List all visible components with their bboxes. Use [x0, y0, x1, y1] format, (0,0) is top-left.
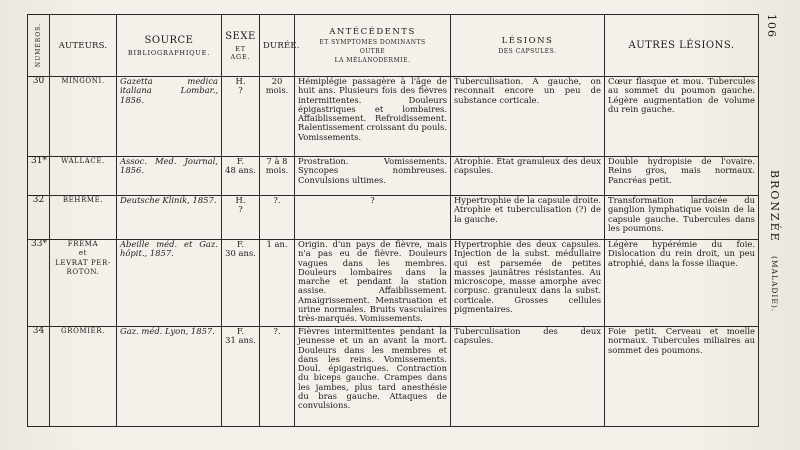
row-source: Abeille méd. et Gaz. hôpit., 1857. — [117, 240, 222, 327]
row-author: MINGONI. — [50, 77, 117, 157]
page-number: 106 — [765, 14, 778, 38]
table-row — [28, 240, 759, 327]
row-antecedents: ? — [295, 196, 451, 240]
header-autres-lesions: AUTRES LÉSIONS. — [605, 15, 759, 77]
row-sex-age: H. ? — [222, 77, 260, 157]
table-row — [28, 157, 759, 196]
row-number: 31* — [28, 157, 50, 196]
row-other-lesions: Double hydropisie de l'ovaire. Reins gros, mais normaux. Pancréas petit. — [605, 157, 759, 196]
header-auteurs: AUTEURS. — [50, 15, 117, 77]
header-source: SOURCE BIBLIOGRAPHIQUE. — [117, 15, 222, 77]
row-duration: 7 à 8 mois. — [260, 157, 295, 196]
row-number: 32 — [28, 196, 50, 240]
row-other-lesions: Légère hypérémie du foie. Dislocation du rein droit, un peu atrophié, dans la fosse iliaque. — [605, 240, 759, 327]
row-duration: 1 an. — [260, 240, 295, 327]
row-sex-age: H. ? — [222, 196, 260, 240]
row-source: Gazetta medica italiana Lombar., 1856. — [117, 77, 222, 157]
running-head-title: BRONZÉE — [768, 170, 781, 243]
header-duree: DURÉE. — [260, 15, 295, 77]
row-author: GROMIER. — [50, 327, 117, 427]
row-lesions: Atrophie. État granuleux des deux capsules. — [451, 157, 605, 196]
row-sex-age: F. 48 ans. — [222, 157, 260, 196]
running-head — [768, 170, 781, 312]
observations-table — [27, 14, 759, 427]
table-row — [28, 327, 759, 427]
row-author: BEHRME. — [50, 196, 117, 240]
header-row — [28, 15, 759, 77]
row-lesions: Hypertrophie des deux capsules. Injection de la subst. médullaire qui est parsemée de petites masses jaunâtres résistantes. Au microscope, masse amorphe avec corpusc. granuleux dans la subst. corticale. Grosses cellules pigmentaires. — [451, 240, 605, 327]
row-lesions: Hypertrophie de la capsule droite. Atrophie et tuberculisation (?) de la gauche. — [451, 196, 605, 240]
row-lesions: Tuberculisation. A gauche, on reconnait encore un peu de substance corticale. — [451, 77, 605, 157]
header-antecedents: ANTÉCÉDENTS ET SYMPTOMES DOMINANTS OUTRE LA MÉLANODERMIE. — [295, 15, 451, 77]
table-row — [28, 196, 759, 240]
row-number: 30 — [28, 77, 50, 157]
row-number: 33* — [28, 240, 50, 327]
row-other-lesions: Foie petit. Cerveau et moelle normaux. Tubercules miliaires au sommet des poumons. — [605, 327, 759, 427]
running-head-subtitle: (MALADIE). — [770, 256, 779, 313]
row-antecedents: Origin. d'un pays de fièvre, mais n'a pas eu de fièvre. Douleurs vagues dans les membres. Douleurs lombaires dans la marche et pendant la station assise. Affaiblissement. Amaigrissement. Menstruation et urine normales. Bruits vasculaires très-marqués. Vomissements. — [295, 240, 451, 327]
header-numeros: NUMÉROS. — [28, 15, 50, 77]
row-duration: ?. — [260, 196, 295, 240]
row-author: WALLACE. — [50, 157, 117, 196]
row-sex-age: F. 31 ans. — [222, 327, 260, 427]
row-author: FREMA et LEVRAT PER- ROTON. — [50, 240, 117, 327]
row-antecedents: Hémiplégie passagère à l'âge de huit ans. Plusieurs fois des fièvres intermittentes. Douleurs épigastriques et lombaires. Affaiblissement. Refroidissement. Ralentissement croissant du pouls. Vomissements. — [295, 77, 451, 157]
table-row — [28, 77, 759, 157]
row-duration: ?. — [260, 327, 295, 427]
row-antecedents: Prostration. Vomissements. Syncopes nombreuses. Convulsions ultimes. — [295, 157, 451, 196]
row-source: Gaz. méd. Lyon, 1857. — [117, 327, 222, 427]
row-source: Deutsche Klinik, 1857. — [117, 196, 222, 240]
row-source: Assoc. Med. Journal, 1856. — [117, 157, 222, 196]
row-sex-age: F. 30 ans. — [222, 240, 260, 327]
row-antecedents: Fièvres intermittentes pendant la jeunesse et un an avant la mort. Douleurs dans les membres et dans les reins. Vomissements. Doul. épigastriques. Contraction du biceps gauche. Crampes dans les jambes, plus tard anesthésie du bras gauche. Attaques de convulsions. — [295, 327, 451, 427]
header-sexe: SEXE ET AGE. — [222, 15, 260, 77]
row-lesions: Tuberculisation des deux capsules. — [451, 327, 605, 427]
row-number: 34 — [28, 327, 50, 427]
row-duration: 20 mois. — [260, 77, 295, 157]
row-other-lesions: Cœur flasque et mou. Tubercules au sommet du poumon gauche. Légère augmentation de volume du rein gauche. — [605, 77, 759, 157]
row-other-lesions: Transformation lardacée du ganglion lymphatique voisin de la capsule gauche. Tubercules dans les poumons. — [605, 196, 759, 240]
header-lesions: LÉSIONS DES CAPSULES. — [451, 15, 605, 77]
